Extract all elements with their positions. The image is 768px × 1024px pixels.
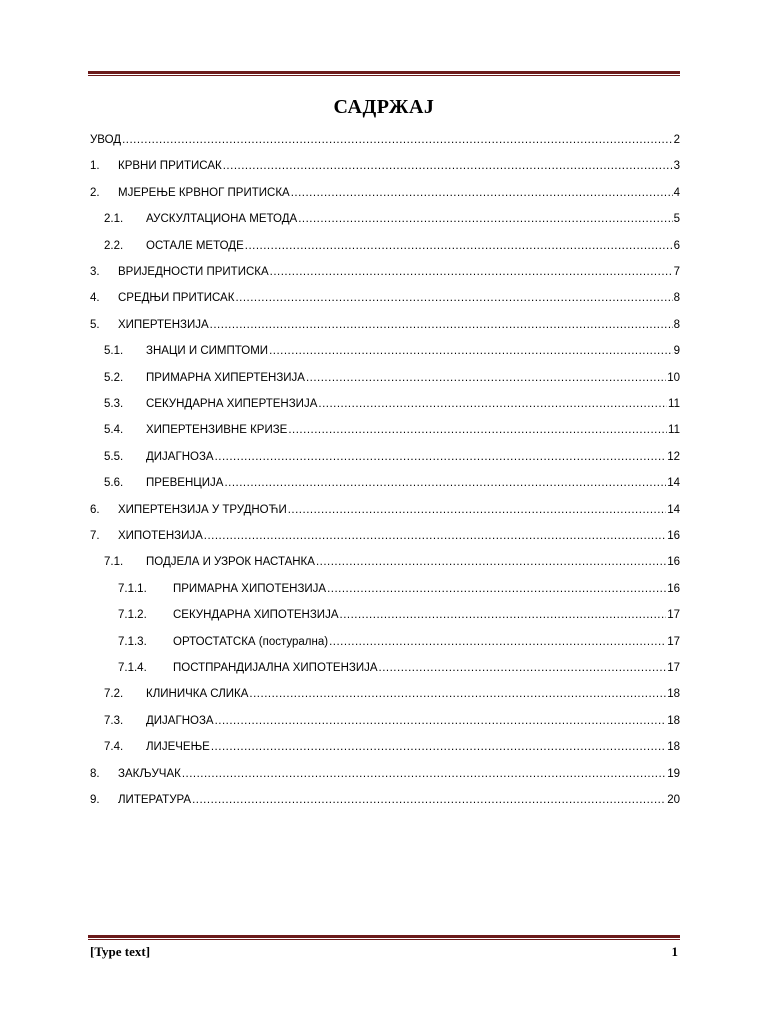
toc-entry-number: 3.: [90, 266, 100, 278]
toc-entry[interactable]: [0, 207, 768, 233]
toc-entry-label: ПРИМАРНА ХИПЕРТЕНЗИЈА: [146, 371, 305, 384]
toc-leader-dots: [306, 372, 666, 384]
toc-leader-dots: [235, 292, 672, 304]
toc-entry[interactable]: [0, 366, 768, 392]
toc-entry[interactable]: [0, 682, 768, 708]
toc-entry-label: ОСТАЛЕ МЕТОДЕ: [146, 239, 244, 252]
toc-entry-label: ПОДЈЕЛА И УЗРОК НАСТАНКА: [146, 556, 315, 569]
toc-entry-page: 2: [673, 134, 680, 146]
toc-entry-page: 11: [668, 424, 680, 437]
toc-entry-number: 6.: [90, 503, 100, 516]
toc-entry-page: 5: [673, 213, 680, 226]
toc-entry[interactable]: [0, 418, 768, 444]
toc-leader-dots: [298, 213, 672, 225]
toc-entry-number: 7.1.: [104, 556, 124, 569]
toc-entry-page: 7: [673, 266, 680, 278]
toc-entry-page: 17: [667, 635, 680, 648]
toc-entry-number: 7.1.4.: [118, 662, 147, 674]
toc-leader-dots: [211, 741, 666, 753]
toc-entry-number: 7.3.: [104, 714, 124, 727]
toc-entry-page: 17: [667, 609, 680, 622]
toc-entry-number: 7.2.: [104, 688, 124, 701]
toc-entry-number: 5.2.: [104, 371, 124, 384]
toc-entry-number: 5.3.: [104, 398, 124, 410]
toc-entry-label: КЛИНИЧКА СЛИКА: [146, 688, 249, 701]
toc-leader-dots: [270, 266, 673, 278]
toc-entry-label: ПОСТПРАНДИЈАЛНА ХИПОТЕНЗИЈА: [173, 662, 378, 674]
toc-entry-number: 2.: [90, 186, 100, 199]
toc-entry-label: ВРИЈЕДНОСТИ ПРИТИСКА: [118, 266, 269, 278]
toc-entry-page: 6: [673, 239, 680, 252]
toc-entry-label: ДИЈАГНОЗА: [146, 450, 214, 463]
toc-entry-label: ХИПОТЕНЗИЈА: [118, 530, 203, 542]
toc-leader-dots: [210, 319, 673, 331]
toc-entry-number: 2.2.: [104, 239, 124, 252]
toc-entry[interactable]: [0, 445, 768, 471]
toc-entry-label: ЗАКЉУЧАК: [118, 767, 181, 780]
toc-entry[interactable]: [0, 550, 768, 576]
toc-entry[interactable]: [0, 260, 768, 286]
toc-leader-dots: [340, 609, 667, 621]
toc-leader-dots: [379, 662, 667, 674]
toc-entry-number: 4.: [90, 292, 100, 305]
toc-entry-number: 1.: [90, 160, 100, 173]
toc-leader-dots: [192, 794, 666, 806]
toc-entry-page: 16: [667, 530, 680, 542]
toc-entry-number: 2.1.: [104, 213, 124, 226]
toc-entry-page: 18: [667, 741, 680, 754]
toc-entry-page: 18: [667, 714, 680, 727]
toc-entry-label: УВОД: [90, 134, 122, 146]
toc-leader-dots: [224, 477, 666, 489]
toc-entry-number: 7.: [90, 530, 100, 542]
toc-leader-dots: [215, 451, 667, 463]
toc-leader-dots: [327, 583, 666, 595]
toc-leader-dots: [249, 688, 666, 700]
toc-entry[interactable]: [0, 603, 768, 629]
page-title: САДРЖАЈ: [333, 96, 435, 118]
toc-entry-label: АУСКУЛТАЦИОНА МЕТОДА: [146, 213, 298, 226]
toc-entry[interactable]: [0, 234, 768, 260]
toc-entry-number: 5.6.: [104, 477, 124, 490]
toc-leader-dots: [288, 504, 666, 516]
toc-entry[interactable]: [0, 524, 768, 550]
toc-entry-page: 16: [667, 556, 680, 569]
toc-entry-number: 5.5.: [104, 450, 124, 463]
toc-entry-label: СЕКУНДАРНА ХИПЕРТЕНЗИЈА: [146, 398, 318, 410]
toc-entry[interactable]: [0, 154, 768, 180]
toc-leader-dots: [288, 424, 667, 436]
toc-entry-label: ХИПЕРТЕНЗИЈА У ТРУДНОЋИ: [118, 503, 287, 516]
toc-entry-label: ПРИМАРНА ХИПОТЕНЗИЈА: [173, 582, 327, 595]
footer-placeholder-text[interactable]: [Type text]: [90, 944, 151, 959]
toc-entry-label: КРВНИ ПРИТИСАК: [118, 160, 222, 173]
toc-leader-dots: [329, 636, 666, 648]
toc-leader-dots: [245, 240, 673, 252]
toc-entry-page: 3: [673, 160, 680, 173]
toc-entry-page: 9: [673, 345, 680, 358]
toc-entry-page: 16: [667, 582, 680, 595]
toc-entry-page: 14: [667, 503, 680, 516]
toc-entry[interactable]: [0, 181, 768, 207]
toc-entry-page: 11: [668, 398, 680, 410]
toc-entry-number: 5.4.: [104, 424, 124, 437]
toc-entry-number: 7.1.3.: [118, 635, 147, 648]
toc-entry-page: 19: [667, 767, 680, 780]
toc-entry-label: ЗНАЦИ И СИМПТОМИ: [146, 345, 269, 358]
toc-entry-label: ЛИЈЕЧЕЊЕ: [146, 741, 210, 754]
toc-entry-label: СЕКУНДАРНА ХИПОТЕНЗИЈА: [173, 609, 339, 622]
toc-entry[interactable]: [0, 577, 768, 603]
toc-leader-dots: [122, 134, 673, 146]
toc-entry-label: ДИЈАГНОЗА: [146, 714, 214, 727]
toc-entry-number: 9.: [90, 794, 100, 806]
toc-entry-page: 8: [673, 292, 680, 305]
toc-entry[interactable]: [0, 788, 768, 814]
toc-entry[interactable]: [0, 313, 768, 339]
toc-entry-number: 7.1.2.: [118, 609, 147, 622]
toc-entry[interactable]: [0, 339, 768, 365]
toc-leader-dots: [215, 715, 667, 727]
toc-entry[interactable]: [0, 762, 768, 788]
toc-entry[interactable]: [0, 630, 768, 656]
toc-entry[interactable]: [0, 471, 768, 497]
toc-entry-page: 14: [667, 477, 680, 490]
toc-entry-label: ЛИТЕРАТУРА: [118, 794, 192, 806]
toc-leader-dots: [204, 530, 666, 542]
toc-entry-label: ПРЕВЕНЦИЈА: [146, 477, 224, 490]
toc-leader-dots: [269, 345, 673, 357]
toc-leader-dots: [182, 768, 666, 780]
toc-entry-label: МЈЕРЕЊЕ КРВНОГ ПРИТИСКА: [118, 186, 290, 199]
toc-entry-page: 8: [673, 318, 680, 331]
toc-leader-dots: [318, 398, 667, 410]
toc-entry-label: ХИПЕРТЕНЗИВНЕ КРИЗЕ: [146, 424, 288, 437]
toc-entry[interactable]: [0, 498, 768, 524]
toc-entry-label: ХИПЕРТЕНЗИЈА: [118, 318, 209, 331]
toc-entry-page: 20: [667, 794, 680, 806]
toc-entry-label: ОРТОСТАТСКА (постурална): [173, 635, 329, 648]
toc-entry-page: 17: [667, 662, 680, 674]
header-rule: [88, 71, 680, 76]
toc-entry-label: СРЕДЊИ ПРИТИСАК: [118, 292, 235, 305]
footer-rule: [88, 935, 680, 940]
toc-entry-page: 12: [667, 450, 680, 463]
toc-entry[interactable]: [0, 656, 768, 682]
toc-entry[interactable]: [0, 735, 768, 761]
toc-entry-page: 10: [667, 371, 680, 384]
toc-leader-dots: [316, 556, 666, 568]
toc-entry[interactable]: [0, 286, 768, 312]
toc-entry-page: 18: [667, 688, 680, 701]
footer-page-number: 1: [671, 944, 678, 959]
toc-leader-dots: [291, 187, 673, 199]
toc-leader-dots: [223, 160, 673, 172]
toc-entry[interactable]: [0, 709, 768, 735]
toc-entry-number: 5.: [90, 318, 100, 331]
toc-entry[interactable]: [0, 392, 768, 418]
toc-entry-number: 7.1.1.: [118, 582, 147, 595]
toc-entry-number: 7.4.: [104, 741, 124, 754]
toc-entry-number: 5.1.: [104, 345, 124, 358]
toc-entry[interactable]: [0, 128, 768, 154]
toc-entry-number: 8.: [90, 767, 100, 780]
toc-entry-page: 4: [673, 186, 680, 199]
